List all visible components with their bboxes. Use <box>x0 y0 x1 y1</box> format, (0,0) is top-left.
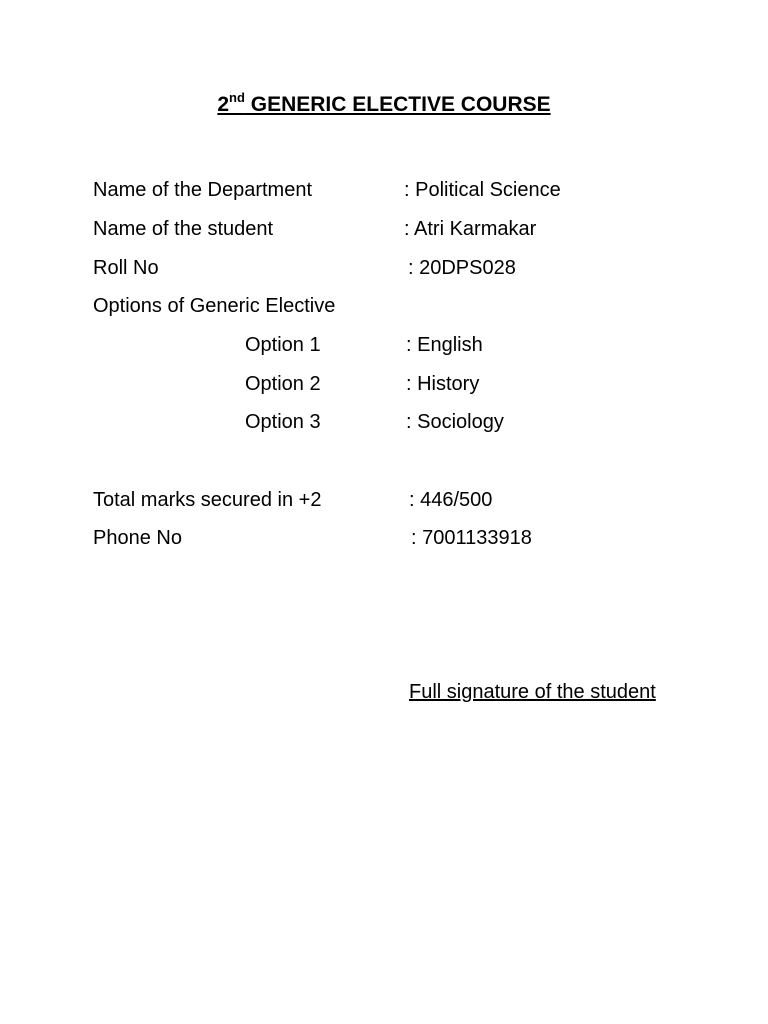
phone-value: : 7001133918 <box>411 527 532 549</box>
options-heading: Options of Generic Elective <box>93 295 336 317</box>
department-label: Name of the Department <box>93 179 312 201</box>
option-3-value: : Sociology <box>406 411 504 433</box>
roll-no-label: Roll No <box>93 257 159 279</box>
roll-no-value: : 20DPS028 <box>408 257 516 279</box>
option-2-value: : History <box>406 373 480 395</box>
title-superscript: nd <box>229 90 245 105</box>
title-text <box>217 90 551 116</box>
option-3-label: Option 3 <box>245 411 321 433</box>
student-name-value: : Atri Karmakar <box>404 218 537 240</box>
total-marks-label: Total marks secured in +2 <box>93 489 322 511</box>
department-value: : Political Science <box>404 179 561 201</box>
page-title <box>0 88 768 122</box>
student-name-label: Name of the student <box>93 218 274 240</box>
title-number: 2 <box>217 93 230 116</box>
phone-label: Phone No <box>93 527 182 549</box>
option-1-value: : English <box>406 334 483 356</box>
option-1-label: Option 1 <box>245 334 321 356</box>
title-heading: GENERIC ELECTIVE COURSE <box>244 93 551 116</box>
option-2-label: Option 2 <box>245 373 321 395</box>
signature-label: Full signature of the student <box>409 681 656 703</box>
total-marks-value: : 446/500 <box>409 489 493 511</box>
